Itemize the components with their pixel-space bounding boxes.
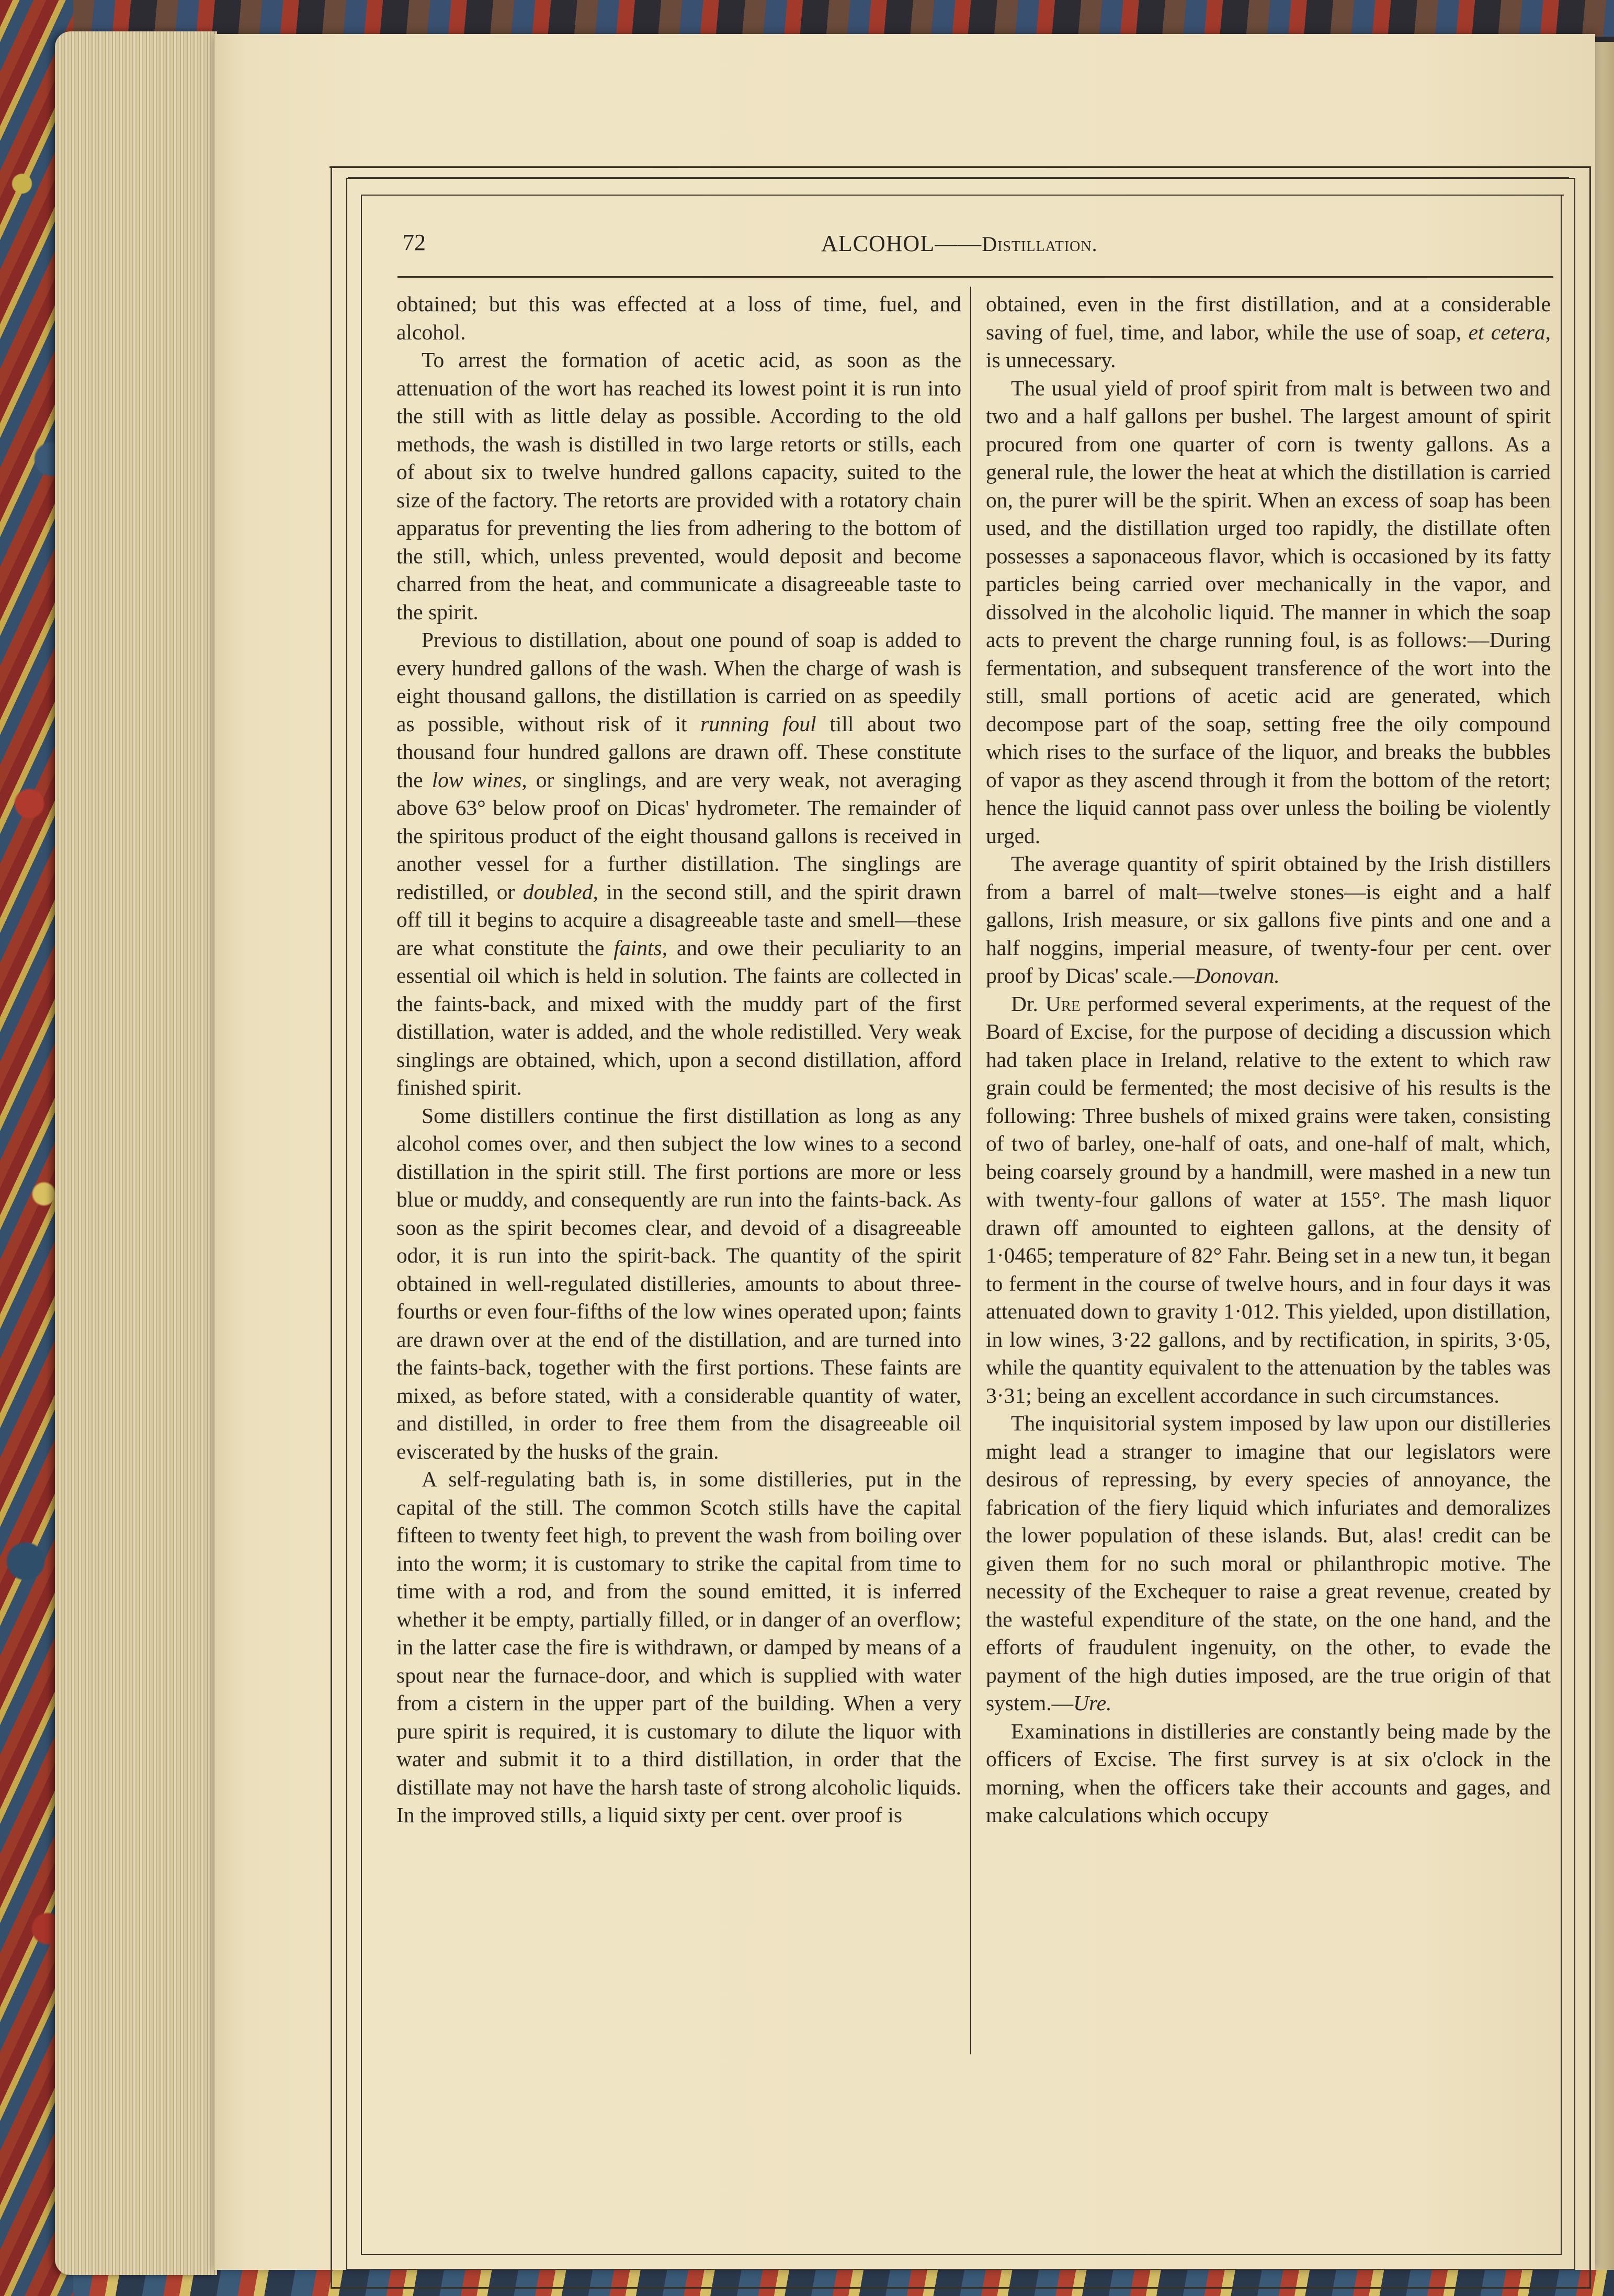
running-head [403,229,1564,266]
text-run: in the second still, and the spirit drawn off till it begins to acquire a disagreeable taste and smell—these are what constitute the [396,879,961,960]
text-run: till about two thousand four hundred gallons are drawn off. These constitute the [396,711,961,792]
italic-term: running foul [700,711,816,736]
paragraph: Some distillers continue the first distillation as long as any alcohol comes over, and then subject the low wines to a second distillation in the spirit still. The first portions are more or less blue or muddy, and consequently are run into the faints-back. As soon as the spirit becomes clear, and devoid of a disagreeable odor, it is run into the spirit-back. The quantity of the spirit obtained in well-regulated distilleries, amounts to about three-fourths or even four-fifths of the low wines operated upon; faints are drawn over at the end of the distillation, and are turned into the faints-back, together with the first portions. These faints are mixed, as before stated, with a considerable quantity of water, and distilled, in order to free them from the disagreeable oil eviscerated by the husks of the grain. [396,1103,961,1463]
paragraph: The usual yield of proof spirit from malt is between two and two and a half gallons per bushel. The largest amount of spirit procured from one quarter of corn is twenty gallons. As a general rule, the lower the heat at which the distillation is carried on, the purer will be the spirit. When an excess of soap has been used, and the distillation urged too rapidly, the distillate often possesses a saponaceous flavor, which is occasioned by its fatty particles being carried over mechanically in the vapor, and dissolved in the alcoholic liquid. The manner in which the soap acts to prevent the charge running foul, is as follows:—During fermentation, and subsequent transference of the wort into the still, small portions of acetic acid are generated, which decompose part of the soap, setting free the oily compound which rises to the surface of the liquor, and breaks the bubbles of vapor as they ascend through it from the bottom of the retort; hence the liquid cannot pass over unless the boiling be violently urged. [986,376,1551,848]
paragraph: obtained; but this was effected at a loss of time, fuel, and alcohol. [396,292,961,344]
paragraph: A self-regulating bath is, in some distilleries, put in the capital of the still. The common Scotch stills have the capital fifteen to twenty feet high, to prevent the wash from boiling over into the worm; it is customary to strike the capital from time to time with a rod, and from the sound emitted, it is inferred whether it be empty, partially filled, or in danger of an overflow; in the latter case the fire is withdrawn, or damped by means of a spout near the furnace-door, and which is supplied with water from a cistern in the upper part of the building. When a very pure spirit is required, it is customary to dilute the liquor with water and submit it to a third distillation, in order that the distillate may not have the harsh taste of strong alcoholic liquids. In the improved stills, a liquid sixty per cent. over proof is [396,1467,961,1827]
text-run: The inquisitorial system imposed by law upon our distilleries might lead a stranger to imagine that our legislators were desirous of repressing, by every species of annoyance, the fabrication of the fiery liquid which infuriates and demoralizes the lower population of these islands. But, alas! credit can be given them for no such moral or philanthropic motive. The necessity of the Exchequer to raise a great revenue, created by the wasteful expenditure of the state, on the one hand, and the efforts of fraudulent ingenuity, on the other, to evade the payment of the high duties imposed, are the true origin of that system.— [986,1411,1551,1715]
head-title-main: ALCOHOL [821,231,935,256]
italic-term: low wines, [431,767,527,792]
running-head-title [821,230,1098,257]
page-block-edges [55,31,217,2275]
facing-page-edge [1595,42,1614,2270]
column-divider [970,287,971,2054]
text-run: Dr. [1011,991,1045,1016]
paragraph [986,290,1551,374]
text-run: The average quantity of spirit obtained by the Irish distillers from a barrel of malt—twelve stones—is eight and a half gallons, Irish measure, or six gallons five pints and one and a half noggins, imperial measure, of twenty-four per cent. over proof by Dicas' scale.— [986,851,1551,987]
italic-term: doubled, [522,879,598,904]
text-run: and owe their peculiarity to an essential oil which is held in solution. The faints are collected in the faints-back, and mixed with the muddy part of the first distillation, water is added, and the whole redistilled. Very weak singlings are obtained, which, upon a second distillation, afford finished spirit. [396,935,962,1099]
paragraph [396,626,961,1102]
text-run: is unnecessary. [986,348,1116,372]
head-title-sub: Distillation. [982,232,1098,256]
text-run: or singlings, and are very weak, not averaging above 63° below proof on Dicas' hydrometer. The remainder of the spiritous product of the eight thousand gallons is received in another vessel for a further distillation. The singlings are redistilled, or [396,767,961,904]
text-column-left [396,290,961,1829]
paragraph: To arrest the formation of acetic acid, as soon as the attenuation of the wort has reached its lowest point it is run into the still with as little delay as possible. According to the old methods, the wash is distilled in two large retorts or stills, each of about six to twelve hundred gallons capacity, suited to the size of the factory. The retorts are provided with a rotatory chain apparatus for preventing the lies from adhering to the bottom of the still, which, unless prevented, would deposit and become charred from the heat, and communicate a disagreeable taste to the spirit. [396,348,961,624]
head-title-separator: —— [935,231,982,256]
page-number: 72 [403,230,426,255]
header-rule [397,276,1553,278]
paragraph [986,990,1551,1410]
citation: Donovan. [1195,963,1280,987]
author-name: Ure [1045,991,1081,1016]
paragraph [986,850,1551,990]
paragraph [986,1410,1551,1718]
paragraph: Examinations in distilleries are constantly being made by the officers of Excise. The first survey is at six o'clock in the morning, when the officers take their accounts and gages, and make calculations which occupy [986,1719,1551,1827]
italic-term: faints, [613,935,668,960]
text-column-right [986,290,1551,1829]
marbled-binding-top [73,0,1614,37]
citation: Ure. [1073,1691,1112,1715]
italic-term: et cetera, [1468,320,1551,344]
text-run: Previous to distillation, about one pound of soap is added to every hundred gallons of the wash. When the charge of wash is eight thousand gallons, the distillation is carried on as speedily as possible, without risk of it [396,628,961,736]
text-run: performed several experiments, at the request of the Board of Excise, for the purpose of deciding a discussion which had taken place in Ireland, relative to the extent to which raw grain could be fermented; the most decisive of his results is the following: Three bushels of mixed grains were taken, consisting of two of barley, one-half of oats, and one-half of malt, which, being coarsely ground by a handmill, were mashed in a new tun with twenty-four gallons of water at 155°. The mash liquor drawn off amounted to eighteen gallons, at the density of 1·0465; temperature of 82° Fahr. Being set in a new tun, it began to ferment in the course of twelve hours, and in four days it was attenuated down to gravity 1·012. This yielded, upon distillation, in low wines, 3·22 gallons, and by rectification, in spirits, 3·05, while the quantity equivalent to the attenuation by the tables was 3·31; being an excellent accordance in such circumstances. [986,991,1551,1407]
text-run: obtained, even in the first distillation, and at a considerable saving of fuel, time, and labor, while the use of soap, [986,292,1551,344]
